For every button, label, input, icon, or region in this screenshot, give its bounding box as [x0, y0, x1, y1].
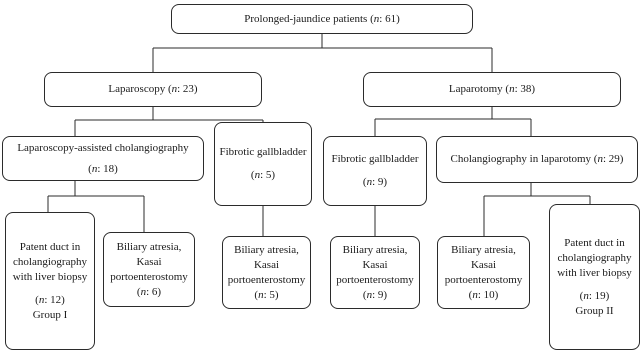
ba-5-line3: portoenterostomy [227, 273, 306, 286]
lap-cholangio-node: Laparoscopy-assisted cholangiography (n: 18) [2, 136, 204, 181]
ba-5-line2: Kasai [253, 258, 280, 271]
ba-10-n-symbol: n [472, 288, 478, 301]
ba-5-count: : 5) [263, 288, 279, 301]
lap-cholangio-count: : 18) [97, 162, 118, 175]
root-n-symbol: n [373, 12, 380, 25]
group1-line2: cholangiography [13, 255, 87, 268]
ba-6-n-symbol: n [140, 285, 147, 298]
group2-label: Group II [575, 304, 614, 317]
laparoscopy-node [44, 72, 262, 107]
group2-n-symbol: n [583, 289, 589, 302]
ba-6-count: : 6) [146, 285, 162, 298]
ba-9-node: Biliary atresia, Kasai portoenterostomy (n: 9) [330, 236, 420, 309]
laparotomy-n-symbol: n [509, 83, 515, 95]
fibrotic-lap-n-symbol: n [254, 169, 261, 181]
lap-cholangio-n-symbol: n [91, 162, 98, 175]
laparotomy-node [363, 72, 621, 107]
ba-6-line2: Kasai [136, 255, 162, 268]
ba-5-line1: Biliary atresia, [234, 243, 299, 256]
connector-laparotomy [375, 107, 531, 136]
laparotomy-label: Laparotomy ( [448, 83, 510, 95]
root-node [171, 4, 473, 34]
fibrotic-open-count: : 9) [372, 176, 388, 188]
ba-9-line3: portoenterostomy [336, 273, 414, 286]
fibrotic-open-n-symbol: n [366, 176, 373, 188]
ba-9-line1: Biliary atresia, [342, 243, 408, 256]
open-cholangio-n-symbol: n [597, 153, 603, 165]
laparoscopy-n-symbol: n [171, 83, 178, 95]
lap-cholangio-label: Laparoscopy-assisted cholangiography [17, 141, 189, 154]
fibrotic-lap-count: : 5) [260, 169, 276, 181]
ba-6-line3: portoenterostomy [110, 270, 188, 283]
fibrotic-lap-node: Fibrotic gallbladder (n: 5) [214, 122, 312, 206]
group1-line3: with liver biopsy [12, 270, 88, 283]
laparoscopy-label: Laparoscopy ( [108, 83, 172, 95]
group1-node: Patent duct in cholangiography with liver biopsy (n: 12) Group I [5, 212, 95, 350]
ba-9-count: : 9) [372, 288, 388, 301]
root-label: Prolonged-jaundice patients ( [244, 12, 374, 25]
laparotomy-count: : 38) [514, 83, 536, 95]
laparoscopy-count: : 23) [177, 83, 198, 95]
group1-count: : 12) [44, 293, 65, 306]
group2-count: : 19) [588, 289, 610, 302]
ba-6-line1: Biliary atresia, [116, 240, 182, 253]
connector-root [153, 34, 492, 72]
group2-node: Patent duct in cholangiography with liver biopsy (n: 19) Group II [549, 204, 640, 350]
ba-6-node: Biliary atresia, Kasai portoenterostomy (n: 6) [103, 232, 195, 307]
ba-10-node: Biliary atresia, Kasai portoenterostomy (n: 10) [437, 236, 530, 309]
ba-10-line1: Biliary atresia, [451, 243, 516, 256]
ba-9-line2: Kasai [362, 258, 388, 271]
fibrotic-open-label: Fibrotic gallbladder [331, 153, 419, 165]
open-cholangio-node [436, 136, 638, 183]
ba-10-count: : 10) [477, 288, 499, 301]
ba-10-line2: Kasai [470, 258, 497, 271]
group1-n-symbol: n [38, 293, 45, 306]
fibrotic-open-node: Fibrotic gallbladder (n: 9) [323, 136, 427, 206]
open-cholangio-label: Cholangiography in laparotomy ( [450, 153, 598, 165]
group2-line3: with liver biopsy [557, 266, 632, 279]
fibrotic-lap-label: Fibrotic gallbladder [219, 146, 307, 158]
ba-5-node: Biliary atresia, Kasai portoenterostomy (n: 5) [222, 236, 311, 309]
ba-10-line3: portoenterostomy [444, 273, 523, 286]
open-cholangio-count: : 29) [602, 153, 624, 165]
root-count: : 61) [379, 12, 400, 25]
ba-9-n-symbol: n [366, 288, 373, 301]
ba-5-n-symbol: n [258, 288, 264, 301]
group2-line2: cholangiography [557, 251, 632, 264]
group2-line1: Patent duct in [564, 236, 625, 249]
group1-line1: Patent duct in [19, 240, 81, 253]
group1-label: Group I [32, 308, 68, 321]
